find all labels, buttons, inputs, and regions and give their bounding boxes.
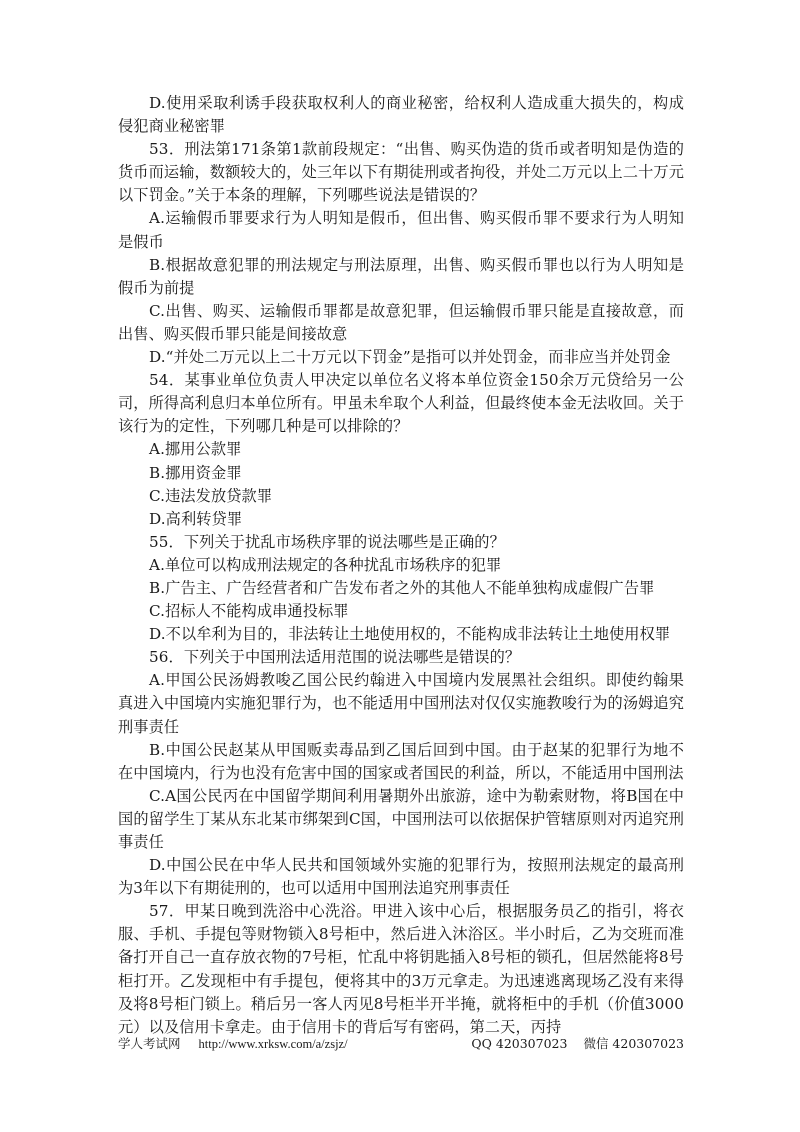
option-54-c: C.违法发放贷款罪: [149, 486, 273, 505]
footer-wechat: 微信 420307023: [583, 1036, 684, 1051]
option-55-a: A.单位可以构成刑法规定的各种扰乱市场秩序的犯罪: [149, 555, 502, 574]
question-55: 55．下列关于扰乱市场秩序罪的说法哪些是正确的？: [149, 532, 505, 551]
option-56-c: C.A国公民丙在中国留学期间利用暑期外出旅游，途中为勒索财物，将B国在中国的留学生丁某从东北某市绑架到C国，中国刑法可以依据保护管辖原则对丙追究刑事责任: [118, 786, 684, 851]
question-53: 53．刑法第171条第1款前段规定：“出售、购买伪造的货币或者明知是伪造的货币而运输，数额较大的，处三年以下有期徒刑或者拘役，并处二万元以上二十万元以下罚金。”关于本条的理解，下列哪些说法是错误的？: [118, 140, 684, 205]
option-55-b: B.广告主、广告经营者和广告发布者之外的其他人不能单独构成虚假广告罪: [149, 578, 655, 597]
option-55-d: D.不以牟利为目的，非法转让土地使用权的，不能构成非法转让土地使用权罪: [149, 625, 671, 644]
document-body: [118, 92, 684, 1039]
option-54-b: B.挪用资金罪: [149, 463, 242, 482]
option-54-a: A.挪用公款罪: [149, 440, 242, 459]
option-56-a: A.甲国公民汤姆教唆乙国公民约翰进入中国境内发展黑社会组织。即使约翰果真进入中国境内实施犯罪行为，也不能适用中国刑法对仅仅实施教唆行为的汤姆追究刑事责任: [118, 671, 684, 736]
option-53-b: B.根据故意犯罪的刑法规定与刑法原理，出售、购买假币罪也以行为人明知是假币为前提: [118, 255, 684, 297]
question-56: 56．下列关于中国刑法适用范围的说法哪些是错误的？: [149, 648, 521, 667]
footer-left: [118, 1034, 348, 1054]
option-55-c: C.招标人不能构成串通投标罪: [149, 602, 349, 621]
footer-qq: QQ 420307023: [471, 1036, 568, 1051]
question-57: 57．甲某日晚到洗浴中心洗浴。甲进入该中心后，根据服务员乙的指引，将衣服、手机、手提包等财物锁入8号柜中，然后进入沐浴区。半小时后，乙为交班而准备打开自己一直存放衣物的7号柜，忙乱中将钥匙插入8号柜的锁孔，但居然能将8号柜打开。乙发现柜中有手提包，便将其中的3万元拿走。为迅速逃离现场乙没有来得及将8号柜门锁上。稍后另一客人丙见8号柜半开半掩，就将柜中的手机（价值3000元）以及信用卡拿走。由于信用卡的背后写有密码，第二天，丙持: [118, 902, 684, 1036]
option-53-a: A.运输假币罪要求行为人明知是假币，但出售、购买假币罪不要求行为人明知是假币: [118, 209, 684, 251]
option-53-c: C.出售、购买、运输假币罪都是故意犯罪，但运输假币罪只能是直接故意，而出售、购买假币罪只能是间接故意: [118, 301, 684, 343]
page-footer: [118, 1034, 684, 1054]
footer-right: [471, 1034, 684, 1054]
option-56-d: D.中国公民在中华人民共和国领域外实施的犯罪行为，按照刑法规定的最高刑为3年以下有期徒刑的，也可以适用中国刑法追究刑事责任: [118, 856, 684, 898]
option-56-b: B.中国公民赵某从甲国贩卖毒品到乙国后回到中国。由于赵某的犯罪行为地不在中国境内，行为也没有危害中国的国家或者国民的利益，所以，不能适用中国刑法: [118, 740, 684, 782]
paragraph: D.使用采取利诱手段获取权利人的商业秘密，给权利人造成重大损失的，构成侵犯商业秘密罪: [118, 94, 684, 136]
footer-site-name: 学人考试网: [118, 1036, 181, 1051]
option-53-d: D.“并处二万元以上二十万元以下罚金”是指可以并处罚金，而非应当并处罚金: [149, 348, 671, 367]
footer-url-link[interactable]: http://www.xrksw.com/a/zsjz/: [198, 1037, 348, 1051]
question-54: 54．某事业单位负责人甲决定以单位名义将本单位资金150余万元贷给另一公司，所得高利息归本单位所有。甲虽未牟取个人利益，但最终使本金无法收回。关于该行为的定性，下列哪几种是可以排除的？: [118, 371, 684, 436]
option-54-d: D.高利转贷罪: [149, 509, 243, 528]
